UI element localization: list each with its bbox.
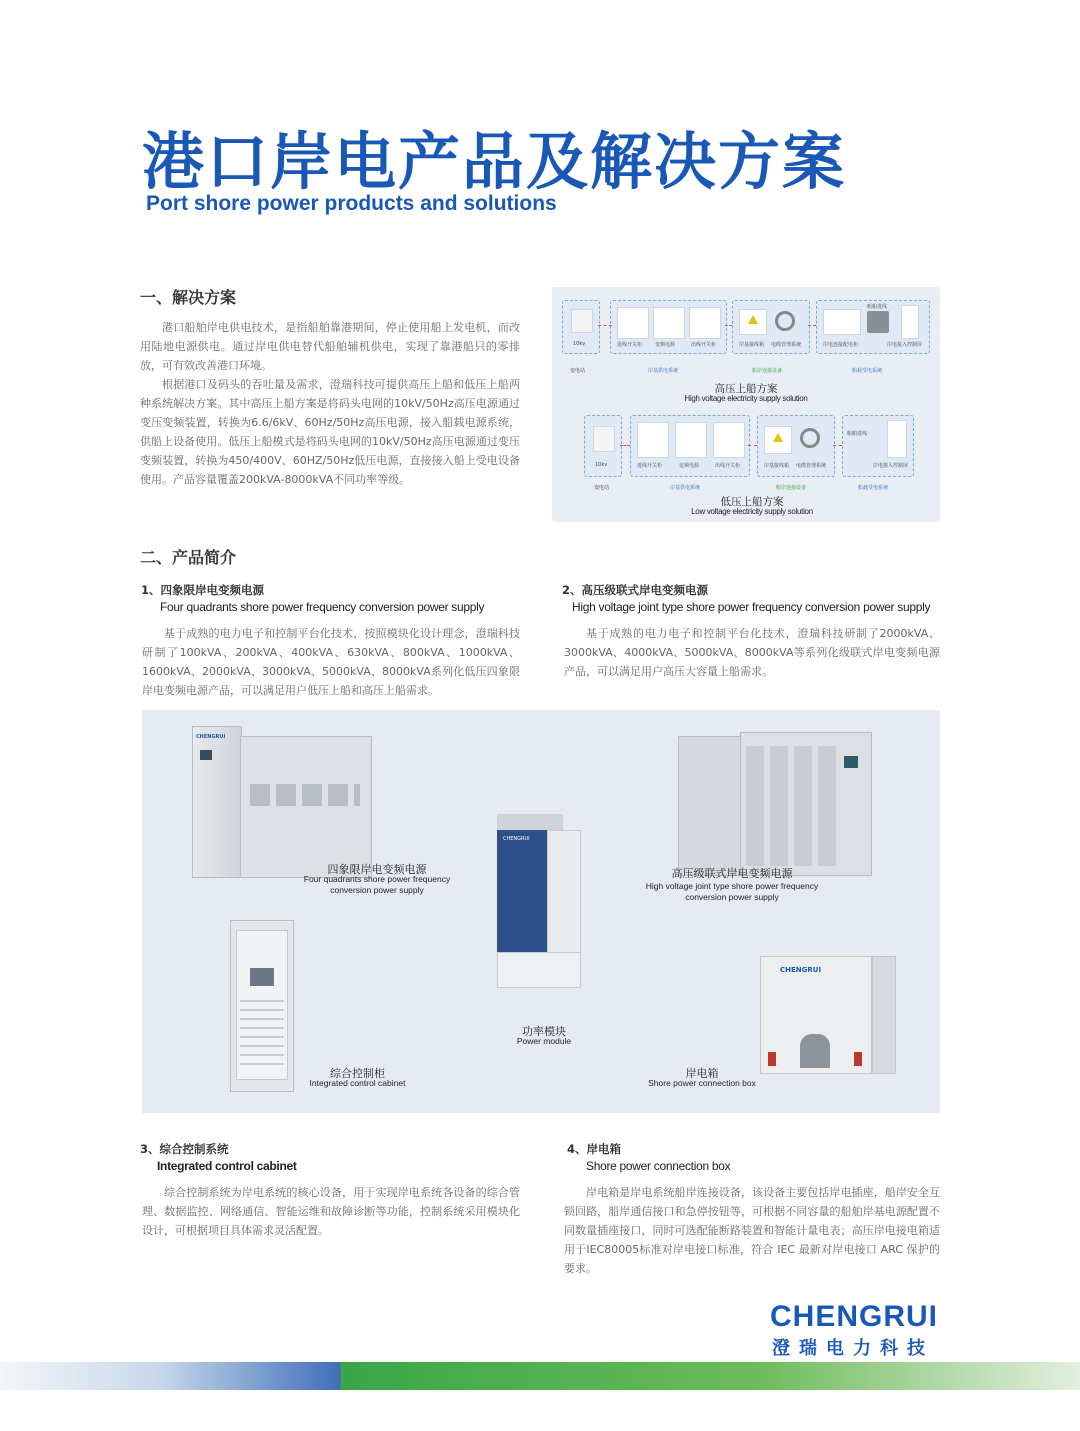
hv-label-5: 岸电连接配电柜 bbox=[823, 342, 859, 348]
product-4-desc-text: 岸电箱是岸电系统船岸连接设备，该设备主要包括岸电插座，船岸安全互锁回路，船岸通信接口和急停按钮等，可根据不同容量的船舶岸基电源配置不同数量插座接口，同时可选配能断路装置和智能计量电表；高压岸电接电箱适用于IEC80005标准对岸电接口标准，符合 IEC 最新对岸电接口 ARC 保护的要求。 bbox=[564, 1186, 940, 1275]
power-module-image bbox=[497, 814, 581, 992]
caption-hv-cascade-en bbox=[632, 881, 832, 903]
hv-incoming-cabinet bbox=[617, 307, 649, 339]
lv-label-4: 电缆管理系统 bbox=[796, 463, 827, 469]
lv-ship-shore-group bbox=[757, 415, 835, 477]
hv-ship-shore-label: 船岸连接设备 bbox=[752, 368, 783, 374]
lv-label-3: 岸基接线箱 bbox=[764, 463, 790, 469]
module-side bbox=[547, 830, 581, 954]
caption-four-quadrant-en-1: Four quadrants shore power frequency bbox=[303, 874, 451, 884]
cabinet-side-panel bbox=[192, 726, 242, 878]
page-subtitle: Port shore power products and solutions bbox=[146, 192, 557, 215]
hv-link-line-2 bbox=[725, 325, 732, 326]
lv-ship-shore-label: 船岸连接设备 bbox=[776, 485, 807, 491]
hv-link-line-3 bbox=[808, 325, 816, 326]
solutions-text bbox=[140, 318, 520, 489]
hv-label-0: 进线开关柜 bbox=[617, 342, 643, 348]
lv-link-line-3 bbox=[833, 445, 842, 446]
hv-cabinet-screen bbox=[844, 756, 858, 768]
product-1-title: 1、四象限岸电变频电源 bbox=[141, 583, 265, 597]
lv-label-0: 进线开关柜 bbox=[637, 463, 663, 469]
caption-hv-cascade-en-2: conversion power supply bbox=[685, 892, 779, 902]
caption-power-module: 功率模块 bbox=[522, 1025, 566, 1038]
ship-transformer-icon bbox=[867, 311, 889, 333]
module-brand: CHENGRUI bbox=[503, 836, 530, 842]
lv-solution-subtitle: Low voltage electricity supply solution bbox=[691, 507, 813, 516]
hv-cabinet-vents bbox=[746, 746, 836, 866]
hv-solution-subtitle: High voltage electricity supply solution bbox=[684, 394, 808, 403]
module-top bbox=[497, 814, 563, 830]
company-logo-cn: 澄瑞电力科技 bbox=[772, 1338, 934, 1359]
hv-shore-supply-label: 岸基供电系统 bbox=[648, 368, 679, 374]
control-cabinet-image bbox=[230, 920, 294, 1092]
caption-power-module-en: Power module bbox=[516, 1036, 572, 1046]
hv-cabinet-left bbox=[678, 736, 742, 876]
hv-substation-label: 变电站 bbox=[570, 368, 586, 374]
product-1-title-en: Four quadrants shore power frequency conversion power supply bbox=[160, 600, 485, 614]
cabinet-brand: CHENGRUI bbox=[196, 734, 226, 740]
hv-label-7: 岸电接入控制屏 bbox=[887, 342, 923, 348]
product-3-desc bbox=[142, 1183, 520, 1240]
lv-control-panel bbox=[887, 420, 907, 458]
transformer-icon bbox=[571, 309, 593, 333]
cabinet-screen bbox=[200, 750, 212, 760]
hv-ship-shore-group bbox=[732, 300, 810, 354]
solutions-paragraph-1: 港口船舶岸电供电技术，是指船舶靠港期间，停止使用船上发电机，而改用陆地电源供电。通过岸电供电替代船舶辅机供电，实现了靠港船只的零排放，可有效改善港口环境。 bbox=[140, 321, 520, 372]
control-cabinet-screen bbox=[250, 968, 274, 986]
lv-label-6: 岸电接入控制屏 bbox=[873, 463, 909, 469]
warning-icon bbox=[748, 315, 758, 324]
page-title: 港口岸电产品及解决方案 bbox=[142, 125, 847, 198]
lv-link-line-2 bbox=[748, 445, 757, 446]
caption-hv-cascade-en-1: High voltage joint type shore power frequency bbox=[645, 881, 819, 891]
lv-freq-supply bbox=[675, 422, 707, 458]
lv-label-5: 船舶进线 bbox=[847, 431, 868, 437]
shore-box-brand: CHENGRUI bbox=[780, 966, 822, 974]
hv-ship-distribution bbox=[823, 309, 861, 335]
lv-transformer-icon bbox=[593, 426, 615, 452]
caption-control-cabinet: 综合控制柜 bbox=[330, 1067, 385, 1080]
product-3-title: 3、综合控制系统 bbox=[140, 1142, 229, 1156]
lv-ship-power-label: 船载受电系统 bbox=[858, 485, 889, 491]
hv-substation-box bbox=[562, 300, 600, 354]
caption-hv-cascade: 高压级联式岸电变频电源 bbox=[671, 867, 793, 880]
lv-label-2: 出线开关柜 bbox=[715, 463, 741, 469]
caption-four-quadrant-en-2: conversion power supply bbox=[330, 885, 424, 895]
shore-power-box-image bbox=[760, 956, 896, 1076]
hv-link-line-1 bbox=[598, 325, 612, 326]
module-front bbox=[497, 830, 547, 952]
footer-bar bbox=[0, 1362, 1080, 1390]
lv-outgoing-cabinet bbox=[713, 422, 745, 458]
caption-four-quadrant-en bbox=[302, 874, 452, 896]
product-2-desc-text: 基于成熟的电力电子和控制平台化技术，澄瑞科技研制了2000kVA、3000kVA、4000kVA、5000kVA、8000kVA等系列化级联式岸电变频电源产品，可以满足用户高压大容量上船需求。 bbox=[564, 627, 940, 678]
section-heading-products: 二、产品简介 bbox=[140, 548, 237, 567]
shore-box-socket bbox=[800, 1034, 830, 1068]
product-4-title: 4、岸电箱 bbox=[567, 1142, 622, 1156]
shore-box-handle-left bbox=[768, 1052, 776, 1066]
lv-ship-power-group bbox=[842, 415, 914, 477]
caption-control-cabinet-en: Integrated control cabinet bbox=[309, 1078, 406, 1088]
lv-substation-box bbox=[584, 415, 622, 477]
hv-cascade-cabinet-image bbox=[678, 716, 870, 874]
lv-shore-box bbox=[764, 426, 792, 454]
caption-shore-box: 岸电箱 bbox=[685, 1067, 719, 1080]
control-cabinet-rack bbox=[240, 1000, 284, 1070]
lv-shore-supply-group bbox=[630, 415, 750, 477]
product-2-desc bbox=[564, 624, 940, 681]
product-3-title-en: Integrated control cabinet bbox=[157, 1159, 297, 1173]
lv-label-1: 变频电源 bbox=[679, 463, 700, 469]
solutions-paragraph-2: 根据港口及码头的吞吐量及需求，澄瑞科技可提供高压上船和低压上船两种系统解决方案。其中高压上船方案是将码头电网的10kV/50Hz高压电源通过变压变频装置，转换为6.6/6kV、60Hz/50Hz高压电源，接入船载电源系统，供船上设备使用。低压上船模式是将码头电网的10kV/50Hz高压电源通过变压变频装置，转换为450/400V、60HZ/50Hz低压电源，直接接入船上受电设备使用。产品容量覆盖200kVA-8000kVA不同功率等级。 bbox=[140, 378, 520, 486]
lv-incoming-cabinet bbox=[637, 422, 669, 458]
product-4-title-en: Shore power connection box bbox=[586, 1159, 731, 1173]
cabinet-front-panel bbox=[240, 736, 372, 878]
product-1-desc-text: 基于成熟的电力电子和控制平台化技术，按照模块化设计理念，澄瑞科技研制了100kVA、200kVA、400kVA、630kVA、800kVA、1000kVA、1600kVA、2000kVA、3000kVA、5000kVA、8000kVA系列化低压四象限岸电变频电源产品，可以满足用户低压上船和高压上船需求。 bbox=[142, 627, 520, 697]
lv-link-line-1 bbox=[620, 445, 630, 446]
hv-outgoing-cabinet bbox=[689, 307, 721, 339]
caption-four-quadrant: 四象限岸电变频电源 bbox=[327, 863, 427, 876]
product-2-title-en: High voltage joint type shore power frequency conversion power supply bbox=[572, 600, 931, 614]
hv-solution-title: 高压上船方案 bbox=[714, 383, 778, 395]
hv-control-panel bbox=[901, 305, 919, 339]
lv-cable-reel-icon bbox=[800, 428, 820, 448]
hv-label-3: 岸基接线箱 bbox=[739, 342, 765, 348]
hv-label-1: 变频电源 bbox=[655, 342, 676, 348]
hv-ship-power-group bbox=[816, 300, 930, 354]
hv-shore-box bbox=[739, 309, 767, 335]
shore-box-side bbox=[872, 956, 896, 1074]
hv-ship-power-label: 船载受电系统 bbox=[852, 368, 883, 374]
solution-diagram bbox=[552, 287, 940, 522]
hv-label-6: 船舶进线 bbox=[867, 304, 888, 310]
hv-shore-supply-group bbox=[610, 300, 727, 354]
lv-shore-supply-label: 岸基供电系统 bbox=[670, 485, 701, 491]
cable-reel-icon bbox=[775, 311, 795, 331]
product-3-desc-text: 综合控制系统为岸电系统的核心设备，用于实现岸电系统各设备的综合管理、数据监控、网络通信、智能运维和故障诊断等功能，控制系统采用模块化设计，可根据项目具体需求灵活配置。 bbox=[142, 1186, 520, 1237]
shore-box-handle-right bbox=[854, 1052, 862, 1066]
hv-kv-label: 10kv bbox=[573, 341, 586, 347]
hv-freq-supply bbox=[653, 307, 685, 339]
product-1-desc bbox=[142, 624, 520, 700]
section-heading-solutions: 一、解决方案 bbox=[140, 288, 237, 307]
lv-warning-icon bbox=[773, 433, 783, 442]
product-2-title: 2、高压级联式岸电变频电源 bbox=[562, 583, 709, 597]
lv-kv-label: 10kv bbox=[595, 462, 608, 468]
product-4-desc bbox=[564, 1183, 940, 1278]
cabinet-vents bbox=[250, 784, 360, 806]
hv-label-4: 电缆管理系统 bbox=[771, 342, 802, 348]
product-showcase bbox=[142, 710, 940, 1113]
lv-substation-label: 变电站 bbox=[594, 485, 610, 491]
module-base bbox=[497, 952, 581, 988]
company-logo-en: CHENGRUI bbox=[770, 1300, 939, 1333]
caption-shore-box-en: Shore power connection box bbox=[648, 1078, 756, 1088]
four-quadrant-cabinet-image bbox=[192, 726, 372, 876]
hv-label-2: 出线开关柜 bbox=[691, 342, 717, 348]
lv-solution-title: 低压上船方案 bbox=[720, 496, 784, 508]
